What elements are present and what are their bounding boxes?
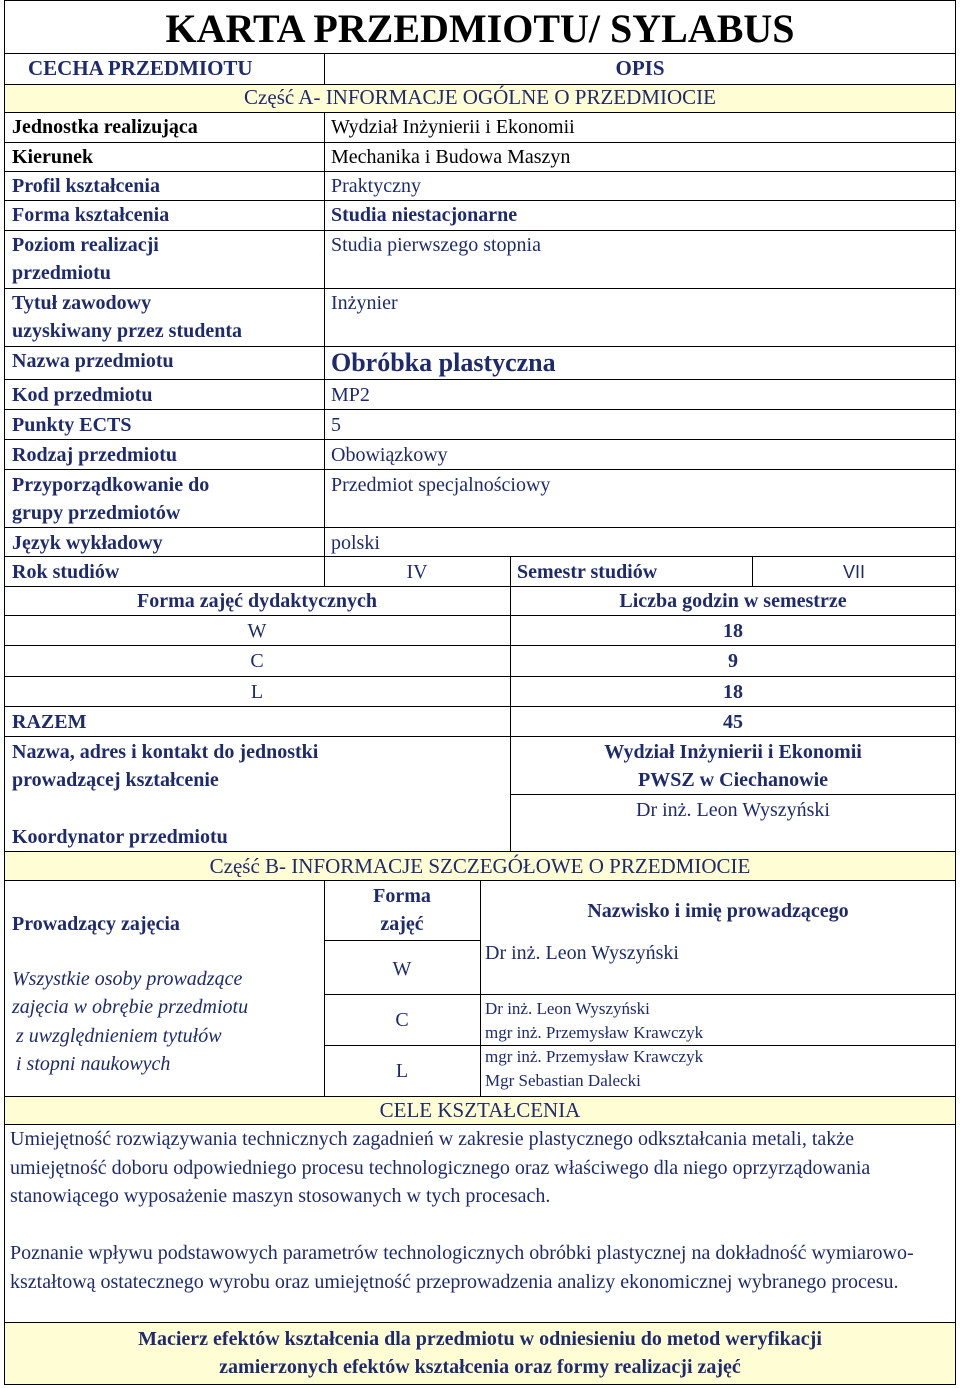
row-value-level: Studia pierwszego stopnia: [331, 234, 541, 256]
coordinator-label: Koordynator przedmiotu: [12, 826, 228, 848]
instructors-note-4: i stopni naukowych: [16, 1053, 171, 1075]
unit-value: Wydział Inżynierii i Ekonomii: [604, 741, 862, 763]
page-title: KARTA PRZEDMIOTU/ SYLABUS: [165, 6, 795, 51]
row-label-unit: Jednostka realizująca: [12, 116, 198, 138]
row-label-group-2: grupy przedmiotów: [12, 502, 181, 524]
unit-label-2: prowadzącej kształcenie: [12, 769, 219, 791]
row-label-level-2: przedmiotu: [12, 262, 111, 284]
hours-form-l: L: [250, 681, 264, 703]
header-description: OPIS: [615, 56, 665, 80]
hours-count-c: 9: [728, 650, 738, 672]
names-header: Nazwisko i imię prowadzącego: [587, 900, 849, 922]
names-w-1: Dr inż. Leon Wyszyński: [485, 942, 679, 964]
row-label-ects: Punkty ECTS: [12, 414, 132, 436]
row-label-course-name: Nazwa przedmiotu: [12, 350, 174, 372]
year-value: IV: [406, 561, 428, 583]
row-value-course-name: Obróbka plastyczna: [331, 348, 556, 377]
row-value-field: Mechanika i Budowa Maszyn: [331, 146, 571, 168]
matrix-title-1: Macierz efektów kształcenia dla przedmiotu w odniesieniu do metod weryfikacji: [138, 1328, 822, 1350]
row-label-degree: Tytuł zawodowy: [12, 292, 152, 314]
part-a-heading: Część A- INFORMACJE OGÓLNE O PRZEDMIOCIE: [244, 85, 716, 109]
header-feature: CECHA PRZEDMIOTU: [28, 56, 253, 80]
goals-heading: CELE KSZTAŁCENIA: [379, 1098, 581, 1122]
goals-paragraph-2: Poznanie wpływu podstawowych parametrów technologicznych obróbki plastycznej na dokładność wymiarowo-kształtową ostatecznego wyrobu oraz umiejętność przeprowadzenia analizy ekonomicznej wybranego procesu.: [10, 1242, 914, 1293]
row-label-code: Kod przedmiotu: [12, 384, 153, 406]
names-c-1: Dr inż. Leon Wyszyński: [485, 999, 650, 1018]
row-label-profile: Profil kształcenia: [12, 175, 160, 197]
row-label-degree-2: uzyskiwany przez studenta: [12, 320, 243, 342]
hours-count-l: 18: [723, 681, 743, 703]
unit-label: Nazwa, adres i kontakt do jednostki: [12, 741, 319, 763]
row-value-type: Obowiązkowy: [331, 444, 448, 466]
coordinator-value: Dr inż. Leon Wyszyński: [636, 799, 830, 821]
row-value-group: Przedmiot specjalnościowy: [331, 474, 551, 496]
row-label-form: Forma kształcenia: [12, 204, 170, 226]
goals-paragraph-1: Umiejętność rozwiązywania technicznych zagadnień w zakresie plastycznego odkształcania metali, także umiejętność doboru odpowiedniego procesu technologicznego oraz właściwego dla niego oprzyrządowania stanowiącego wyposażenie maszyn stosowanych w tych procesach.: [10, 1128, 871, 1207]
row-label-language: Język wykładowy: [12, 532, 163, 554]
part-b-heading: Część B- INFORMACJE SZCZEGÓŁOWE O PRZEDMIOCIE: [209, 854, 751, 878]
names-l-2: Mgr Sebastian Dalecki: [485, 1071, 641, 1090]
matrix-title-2: zamierzonych efektów kształcenia oraz formy realizacji zajęć: [219, 1356, 741, 1378]
row-label-group: Przyporządkowanie do: [12, 474, 210, 496]
row-value-language: polski: [331, 532, 380, 554]
form-header: Forma: [373, 885, 431, 907]
instructors-note-3: z uwzględnieniem tytułów: [16, 1025, 222, 1047]
row-value-ects: 5: [331, 414, 341, 436]
semester-label: Semestr studiów: [517, 561, 658, 583]
semester-value: VII: [842, 562, 865, 582]
unit-value-2: PWSZ w Ciechanowie: [638, 769, 828, 791]
hours-count-w: 18: [723, 620, 743, 642]
row-label-field: Kierunek: [12, 146, 94, 168]
year-label: Rok studiów: [12, 561, 120, 583]
row-value-unit: Wydział Inżynierii i Ekonomii: [331, 116, 575, 138]
row-label-type: Rodzaj przedmiotu: [12, 444, 177, 466]
hours-form-c: C: [250, 650, 264, 672]
hours-form-w: W: [247, 620, 267, 642]
row-value-code: MP2: [331, 384, 370, 406]
instructors-note-1: Wszystkie osoby prowadzące: [12, 968, 243, 990]
names-c-2: mgr inż. Przemysław Krawczyk: [485, 1023, 704, 1042]
hours-form-header: Forma zajęć dydaktycznych: [137, 590, 377, 612]
row-value-form: Studia niestacjonarne: [331, 204, 518, 226]
row-value-profile: Praktyczny: [331, 175, 421, 197]
form-w: W: [392, 958, 412, 980]
instructors-label: Prowadzący zajęcia: [12, 913, 180, 935]
row-label-level: Poziom realizacji: [12, 234, 159, 256]
names-l-1: mgr inż. Przemysław Krawczyk: [485, 1047, 704, 1066]
hours-total-value: 45: [723, 711, 743, 733]
hours-total-label: RAZEM: [12, 711, 87, 733]
hours-count-header: Liczba godzin w semestrze: [619, 590, 847, 612]
form-c: C: [395, 1009, 409, 1031]
instructors-note-2: zajęcia w obrębie przedmiotu: [12, 996, 249, 1018]
form-l: L: [395, 1060, 409, 1082]
form-header-2: zajęć: [380, 913, 424, 935]
row-value-degree: Inżynier: [331, 292, 398, 314]
